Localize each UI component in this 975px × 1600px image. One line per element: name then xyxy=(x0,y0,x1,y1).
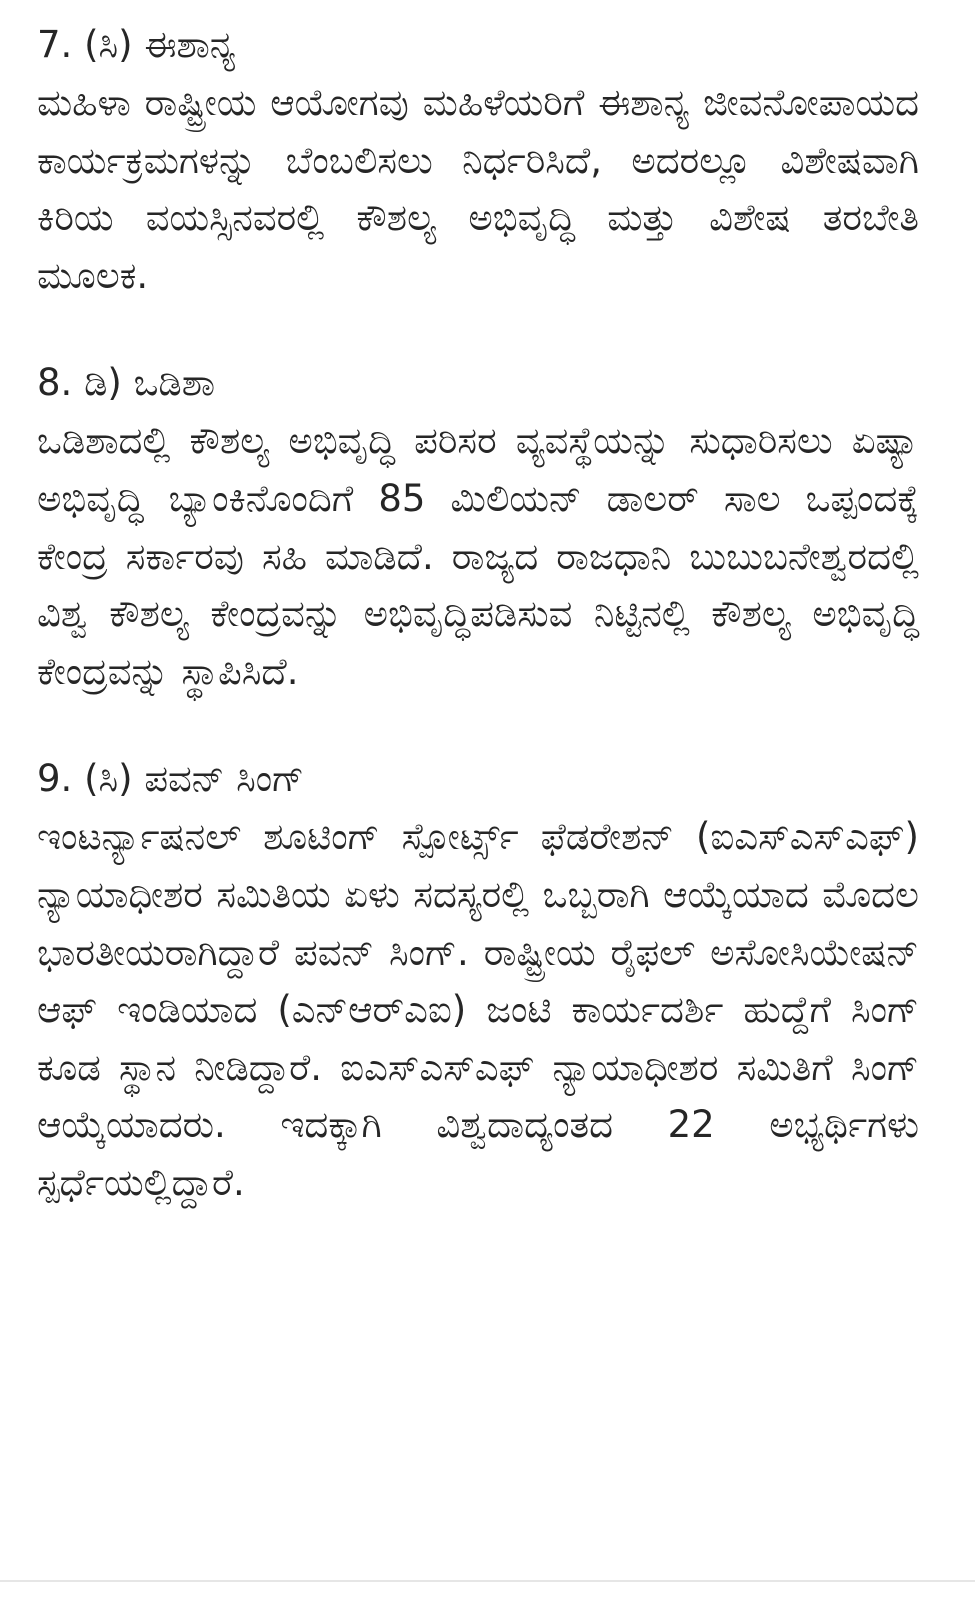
answer-item-8 xyxy=(37,354,919,700)
answer-heading: 9. (ಸಿ) ಪವನ್ ಸಿಂಗ್ xyxy=(37,757,305,801)
answer-explanation: ಒಡಿಶಾದಲ್ಲಿ ಕೌಶಲ್ಯ ಅಭಿವೃದ್ಧಿ ಪರಿಸರ ವ್ಯವಸ್ಥೆಯನ್ನು ಸುಧಾರಿಸಲು ಏಷ್ಯಾ ಅಭಿವೃದ್ಧಿ ಬ್ಯಾಂಕಿನೊಂದಿಗೆ 85 ಮಿಲಿಯನ್ ಡಾಲರ್ ಸಾಲ ಒಪ್ಪಂದಕ್ಕೆ ಕೇಂದ್ರ ಸರ್ಕಾರವು ಸಹಿ ಮಾಡಿದೆ. ರಾಜ್ಯದ ರಾಜಧಾನಿ ಬುಬುಬನೇಶ್ವರದಲ್ಲಿ ವಿಶ್ವ ಕೌಶಲ್ಯ ಕೇಂದ್ರವನ್ನು ಅಭಿವೃದ್ಧಿಪಡಿಸುವ ನಿಟ್ಟಿನಲ್ಲಿ ಕೌಶಲ್ಯ ಅಭಿವೃದ್ಧಿ ಕೇಂದ್ರವನ್ನು ಸ್ಥಾಪಿಸಿದೆ. xyxy=(37,419,919,693)
answer-document xyxy=(37,16,919,1262)
answer-item-7 xyxy=(37,16,919,304)
bottom-divider xyxy=(0,1580,975,1582)
answer-heading: 8. ಡಿ) ಒಡಿಶಾ xyxy=(37,361,216,405)
answer-explanation: ಇಂಟರ್ನ್ಯಾಷನಲ್ ಶೂಟಿಂಗ್ ಸ್ಪೋರ್ಟ್ಸ್ ಫೆಡರೇಶನ್ (ಐಎಸ್‌ಎಸ್‌ಎಫ್) ನ್ಯಾಯಾಧೀಶರ ಸಮಿತಿಯ ಏಳು ಸದಸ್ಯರಲ್ಲಿ ಒಬ್ಬರಾಗಿ ಆಯ್ಕೆಯಾದ ಮೊದಲ ಭಾರತೀಯರಾಗಿದ್ದಾರೆ ಪವನ್ ಸಿಂಗ್. ರಾಷ್ಟ್ರೀಯ ರೈಫಲ್ ಅಸೋಸಿಯೇಷನ್ ಆಫ್ ಇಂಡಿಯಾದ (ಎನ್‌ಆರ್‌ಎಐ) ಜಂಟಿ ಕಾರ್ಯದರ್ಶಿ ಹುದ್ದೆಗೆ ಸಿಂಗ್ ಕೂಡ ಸ್ಥಾನ ನೀಡಿದ್ದಾರೆ. ಐಎಸ್‌ಎಸ್‌ಎಫ್ ನ್ಯಾಯಾಧೀಶರ ಸಮಿತಿಗೆ ಸಿಂಗ್ ಆಯ್ಕೆಯಾದರು. ಇದಕ್ಕಾಗಿ ವಿಶ್ವದಾದ್ಯಂತದ 22 ಅಭ್ಯರ್ಥಿಗಳು ಸ್ಪರ್ಧೆಯಲ್ಲಿದ್ದಾರೆ. xyxy=(37,815,919,1204)
answer-item-9 xyxy=(37,750,919,1211)
answer-heading: 7. (ಸಿ) ಈಶಾನ್ಯ xyxy=(37,23,236,66)
answer-explanation: ಮಹಿಳಾ ರಾಷ್ಟ್ರೀಯ ಆಯೋಗವು ಮಹಿಳೆಯರಿಗೆ ಈಶಾನ್ಯ ಜೀವನೋಪಾಯದ ಕಾರ್ಯಕ್ರಮಗಳನ್ನು ಬೆಂಬಲಿಸಲು ನಿರ್ಧರಿಸಿದೆ, ಅದರಲ್ಲೂ ವಿಶೇಷವಾಗಿ ಕಿರಿಯ ವಯಸ್ಸಿನವರಲ್ಲಿ ಕೌಶಲ್ಯ ಅಭಿವೃದ್ಧಿ ಮತ್ತು ವಿಶೇಷ ತರಬೇತಿ ಮೂಲಕ. xyxy=(37,81,919,297)
